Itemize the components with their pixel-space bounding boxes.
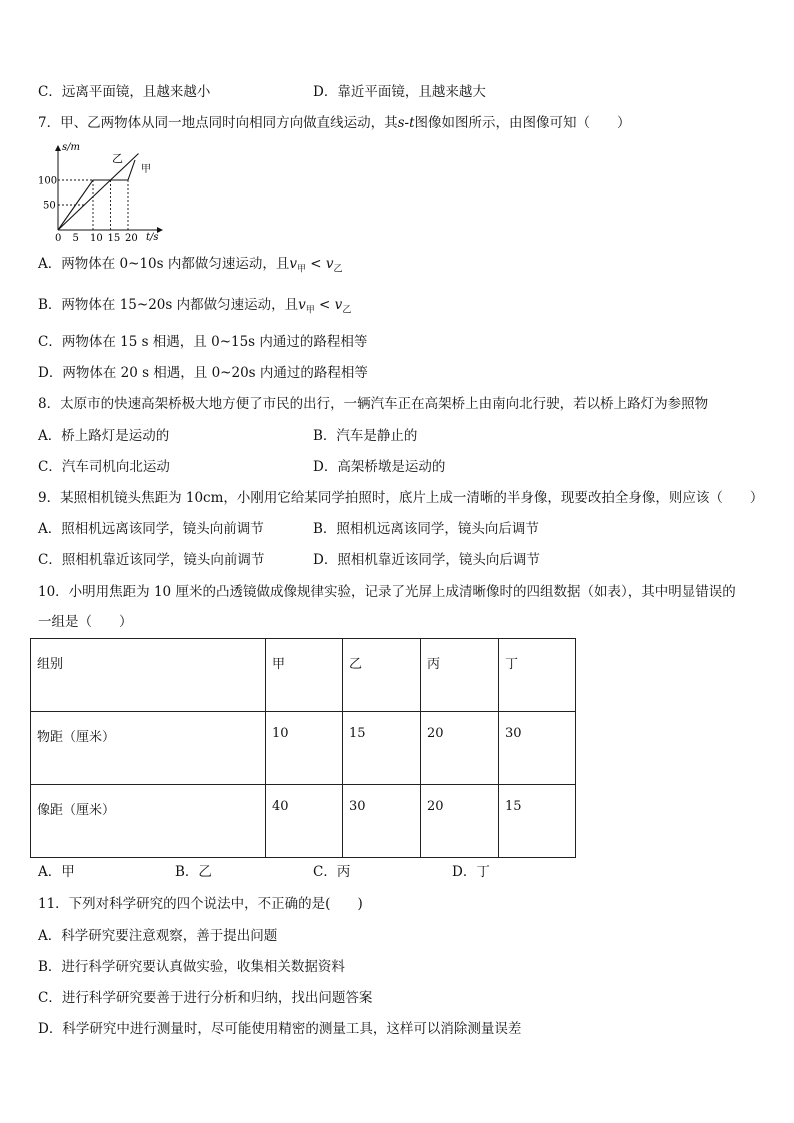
table-row xyxy=(31,785,576,858)
label-jia: 甲 xyxy=(141,164,151,175)
q10-option-b: B．乙 xyxy=(175,864,212,880)
q9-option-d: D．照相机靠近该同学，镜头向后调节 xyxy=(313,552,540,568)
y-tick-label: 100 xyxy=(38,175,58,187)
q7-stem xyxy=(38,114,631,132)
q7-option-b-v1: v xyxy=(298,297,306,313)
table-cell: 乙 xyxy=(343,639,421,712)
table-cell: 像距（厘米） xyxy=(31,785,266,858)
table-cell: 40 xyxy=(266,785,343,858)
q7-stem-part-b: 图像如图所示，由图像可知（ ） xyxy=(414,115,631,131)
q7-option-b-sub2: 乙 xyxy=(342,305,352,316)
q7-option-a-text: A．两物体在 0~10s 内都做匀速运动，且 xyxy=(38,256,290,272)
q8-option-a: A．桥上路灯是运动的 xyxy=(38,428,170,444)
table-cell: 15 xyxy=(499,785,576,858)
q10-data-table xyxy=(30,638,576,858)
q7-option-a xyxy=(38,255,343,279)
q7-stem-part-a: 7．甲、乙两物体从同一地点同时向相同方向做直线运动，其 xyxy=(38,115,398,131)
q7-option-a-lt: < xyxy=(306,256,326,272)
q8-option-d: D．高架桥墩是运动的 xyxy=(313,459,446,475)
q7-option-b-sub1: 甲 xyxy=(305,305,315,316)
q9-option-c: C．照相机靠近该同学，镜头向前调节 xyxy=(38,552,265,568)
q7-option-a-v2: v xyxy=(325,256,334,272)
q8-option-c: C．汽车司机向北运动 xyxy=(38,459,170,475)
table-row xyxy=(31,712,576,785)
table-cell: 20 xyxy=(421,785,499,858)
q7-option-a-sub2: 乙 xyxy=(333,264,343,275)
q11-option-a: A．科学研究要注意观察，善于提出问题 xyxy=(38,928,278,944)
q7-option-a-sub1: 甲 xyxy=(296,264,306,275)
q10-option-c: C．丙 xyxy=(313,864,351,880)
table-cell: 物距（厘米） xyxy=(31,712,266,785)
q9-option-b: B．照相机远离该同学，镜头向后调节 xyxy=(313,521,539,537)
table-cell: 30 xyxy=(499,712,576,785)
series-line-jia xyxy=(58,154,139,231)
x-axis-label: t/s xyxy=(146,232,159,242)
q11-option-c: C．进行科学研究要善于进行分析和归纳，找出问题答案 xyxy=(38,990,373,1006)
table-cell: 甲 xyxy=(266,639,343,712)
q11-option-d: D．科学研究中进行测量时，尽可能使用精密的测量工具，这样可以消除测量误差 xyxy=(38,1021,522,1037)
table-cell: 丙 xyxy=(421,639,499,712)
q10-option-a: A．甲 xyxy=(38,864,75,880)
s-t-graph xyxy=(38,138,170,242)
table-cell: 组别 xyxy=(31,639,266,712)
label-yi: 乙 xyxy=(112,152,123,165)
q6-option-d: D．靠近平面镜，且越来越大 xyxy=(313,84,486,100)
q11-option-b: B．进行科学研究要认真做实验，收集相关数据资料 xyxy=(38,959,345,975)
x-tick-label: 5 xyxy=(72,233,79,242)
q7-stem-var: s-t xyxy=(397,115,415,131)
q10-stem-line2: 一组是（ ） xyxy=(38,614,133,630)
y-tick-label: 50 xyxy=(43,200,56,212)
table-header-row xyxy=(31,639,576,712)
q7-option-d: D．两物体在 20 s 相遇，且 0~20s 内通过的路程相等 xyxy=(38,365,368,381)
x-tick-label: 10 xyxy=(90,233,103,242)
x-tick-label: 15 xyxy=(107,233,121,242)
x-tick-label: 20 xyxy=(125,233,138,242)
table-cell: 20 xyxy=(421,712,499,785)
q11-stem: 11．下列对科学研究的四个说法中，不正确的是( ) xyxy=(38,896,363,912)
q10-stem-line1: 10．小明用焦距为 10 厘米的凸透镜做成像规律实验，记录了光屏上成清晰像时的四组数据（如表），其中明显错误的 xyxy=(38,584,736,600)
q7-option-b-lt: < xyxy=(314,297,335,313)
q10-option-d: D．丁 xyxy=(452,864,490,880)
x-tick-label: 0 xyxy=(55,233,62,242)
table-cell: 10 xyxy=(266,712,343,785)
q7-option-b-v2: v xyxy=(334,297,343,313)
table-cell: 15 xyxy=(343,712,421,785)
q9-option-a: A．照相机远离该同学，镜头向前调节 xyxy=(38,521,264,537)
table-cell: 丁 xyxy=(499,639,576,712)
q8-stem: 8．太原市的快速高架桥极大地方便了市民的出行，一辆汽车正在高架桥上由南向北行驶，若以桥上路灯为参照物 xyxy=(38,396,709,412)
q7-option-c: C．两物体在 15 s 相遇，且 0~15s 内通过的路程相等 xyxy=(38,334,368,350)
q6-option-c: C．远离平面镜，且越来越小 xyxy=(38,84,211,100)
y-axis-label: s/m xyxy=(62,142,80,153)
q7-option-b-text: B．两物体在 15~20s 内都做匀速运动，且 xyxy=(38,297,299,313)
q7-option-b xyxy=(38,296,351,320)
table-cell: 30 xyxy=(343,785,421,858)
q8-option-b: B．汽车是静止的 xyxy=(313,428,418,444)
q9-stem: 9．某照相机镜头焦距为 10cm，小刚用它给某同学拍照时，底片上成一清晰的半身像，现要改拍全身像，则应该（ ） xyxy=(38,490,764,506)
q7-option-a-v1: v xyxy=(289,256,297,272)
